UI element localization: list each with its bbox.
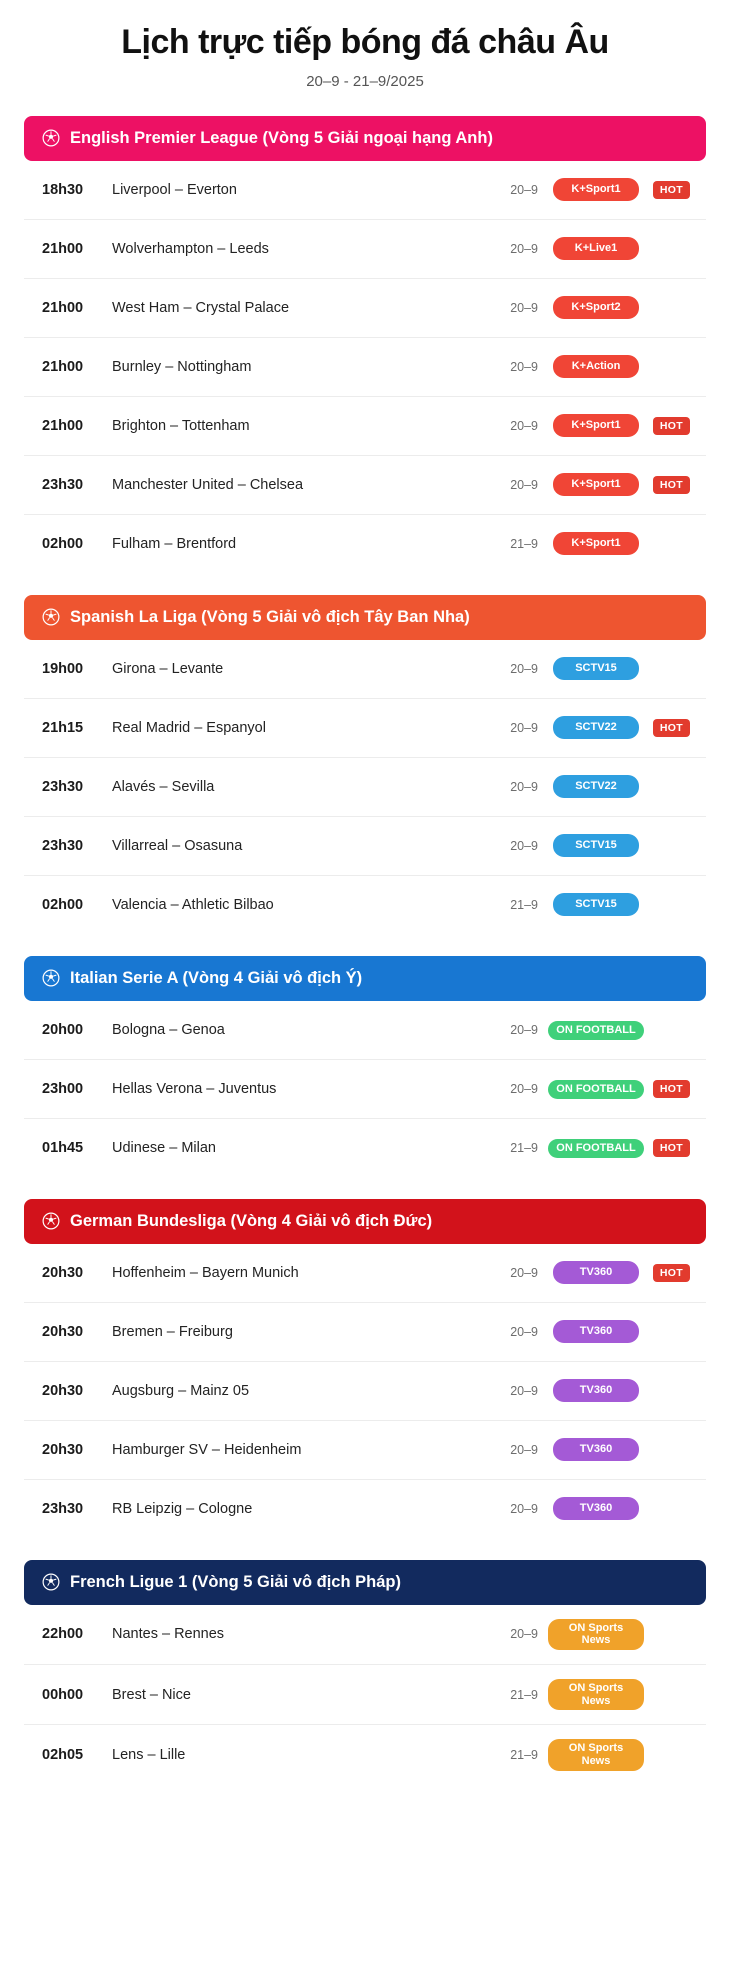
match-teams: Hellas Verona – Juventus [112, 1080, 277, 1097]
match-teams: Lens – Lille [112, 1747, 186, 1763]
match-channel-cell [548, 1020, 644, 1040]
channel-badge[interactable]: ON Sports News [548, 1619, 644, 1650]
match-time: 01h45 [42, 1139, 84, 1156]
channel-badge[interactable]: TV360 [553, 1261, 639, 1284]
match-channel-cell [548, 1739, 644, 1770]
match-time: 20h00 [42, 1021, 84, 1038]
match-channel-cell [548, 1320, 644, 1343]
match-list [24, 1244, 706, 1538]
match-channel-cell [548, 237, 644, 260]
match-time: 19h00 [42, 660, 84, 677]
match-channel-cell [548, 473, 644, 496]
channel-badge[interactable]: TV360 [553, 1497, 639, 1520]
match-time: 02h00 [42, 896, 84, 913]
hot-cell [644, 718, 696, 737]
hot-badge: HOT [653, 719, 690, 737]
channel-badge[interactable]: K+Sport2 [553, 296, 639, 319]
hot-badge: HOT [653, 181, 690, 199]
match-row[interactable] [24, 1480, 706, 1538]
match-row[interactable] [24, 1605, 706, 1665]
match-time: 21h00 [42, 417, 84, 434]
match-channel-cell [548, 775, 644, 798]
league-name: German Bundesliga (Vòng 4 Giải vô địch Đức) [70, 1211, 433, 1230]
channel-badge[interactable]: TV360 [553, 1379, 639, 1402]
match-teams: Udinese – Milan [112, 1139, 216, 1156]
match-time: 21h15 [42, 719, 84, 736]
match-row[interactable] [24, 397, 706, 456]
match-time: 18h30 [42, 181, 84, 198]
league-name: Italian Serie A (Vòng 4 Giải vô địch Ý) [70, 968, 363, 987]
match-row[interactable] [24, 161, 706, 220]
league-name: Spanish La Liga (Vòng 5 Giải vô địch Tây Ban Nha) [70, 607, 470, 626]
match-date: 20–9 [510, 1442, 538, 1457]
match-date: 21–9 [510, 1748, 538, 1762]
match-row[interactable] [24, 279, 706, 338]
soccer-ball-icon [42, 1212, 60, 1230]
hot-cell [644, 1079, 696, 1098]
channel-badge[interactable]: TV360 [553, 1438, 639, 1461]
match-teams: RB Leipzig – Cologne [112, 1500, 253, 1517]
match-teams: Hamburger SV – Heidenheim [112, 1441, 302, 1458]
match-time: 02h05 [42, 1747, 84, 1763]
match-teams: Bremen – Freiburg [112, 1323, 233, 1340]
match-date: 20–9 [510, 779, 538, 794]
league-name: French Ligue 1 (Vòng 5 Giải vô địch Pháp) [70, 1572, 401, 1591]
page-title: Lịch trực tiếp bóng đá châu Âu [121, 23, 609, 61]
match-date: 20–9 [510, 241, 538, 256]
match-teams: Alavés – Sevilla [112, 778, 215, 795]
match-row[interactable] [24, 817, 706, 876]
match-teams: Fulham – Brentford [112, 535, 237, 552]
channel-badge[interactable]: SCTV22 [553, 716, 639, 739]
match-channel-cell [548, 1619, 644, 1650]
match-row[interactable] [24, 220, 706, 279]
match-date: 20–9 [510, 838, 538, 853]
match-row[interactable] [24, 640, 706, 699]
match-row[interactable] [24, 876, 706, 934]
league-header[interactable] [24, 956, 706, 1001]
match-teams: Manchester United – Chelsea [112, 476, 304, 493]
league-block [24, 1199, 706, 1538]
match-teams: Hoffenheim – Bayern Munich [112, 1264, 299, 1281]
match-channel-cell [548, 1679, 644, 1710]
soccer-ball-icon [42, 129, 60, 147]
league-block [24, 1560, 706, 1785]
match-date: 20–9 [510, 1501, 538, 1516]
channel-badge[interactable]: K+Sport1 [553, 473, 639, 496]
match-channel-cell [548, 657, 644, 680]
match-channel-cell [548, 1438, 644, 1461]
match-channel-cell [548, 1497, 644, 1520]
hot-badge: HOT [653, 476, 690, 494]
league-header[interactable] [24, 595, 706, 640]
channel-badge[interactable]: K+Sport1 [553, 414, 639, 437]
match-time: 23h30 [42, 837, 84, 854]
match-channel-cell [548, 1079, 644, 1099]
match-teams: West Ham – Crystal Palace [112, 299, 290, 316]
soccer-ball-icon [42, 969, 60, 987]
hot-cell [644, 1263, 696, 1282]
channel-badge[interactable]: SCTV15 [553, 893, 639, 916]
match-time: 21h00 [42, 299, 84, 316]
match-time: 23h30 [42, 476, 84, 493]
match-row[interactable] [24, 1725, 706, 1784]
hot-cell [644, 475, 696, 494]
league-header[interactable] [24, 1199, 706, 1244]
match-channel-cell [548, 1261, 644, 1284]
match-row[interactable] [24, 699, 706, 758]
channel-badge[interactable]: K+Sport1 [553, 532, 639, 555]
match-teams: Valencia – Athletic Bilbao [112, 896, 274, 913]
hot-badge: HOT [653, 1139, 690, 1157]
hot-cell [644, 1138, 696, 1157]
match-channel-cell [548, 834, 644, 857]
match-time: 02h00 [42, 535, 84, 552]
match-time: 21h00 [42, 240, 84, 257]
match-list [24, 1605, 706, 1785]
channel-badge[interactable]: SCTV15 [553, 834, 639, 857]
match-time: 23h00 [42, 1080, 84, 1097]
match-row[interactable] [24, 1665, 706, 1725]
match-channel-cell [548, 893, 644, 916]
league-header[interactable] [24, 1560, 706, 1605]
match-teams: Bologna – Genoa [112, 1021, 225, 1038]
match-row[interactable] [24, 1119, 706, 1177]
match-teams: Brest – Nice [112, 1686, 191, 1703]
match-row[interactable] [24, 1362, 706, 1421]
match-time: 20h30 [42, 1382, 84, 1399]
match-channel-cell [548, 414, 644, 437]
match-row[interactable] [24, 515, 706, 573]
match-list [24, 1001, 706, 1177]
match-date: 20–9 [510, 182, 538, 197]
match-row[interactable] [24, 338, 706, 397]
league-block [24, 116, 706, 573]
match-date: 20–9 [510, 720, 538, 735]
match-date: 20–9 [510, 1383, 538, 1398]
match-teams: Burnley – Nottingham [112, 358, 252, 375]
match-row[interactable] [24, 1421, 706, 1480]
channel-badge[interactable]: ON FOOTBALL [548, 1021, 643, 1040]
match-time: 20h30 [42, 1264, 84, 1281]
hot-cell [644, 180, 696, 199]
channel-badge[interactable]: K+Live1 [553, 237, 639, 260]
match-time: 23h30 [42, 778, 84, 795]
match-date: 20–9 [510, 1324, 538, 1339]
match-row[interactable] [24, 1060, 706, 1119]
match-date: 20–9 [510, 1627, 538, 1642]
match-channel-cell [548, 178, 644, 201]
match-list [24, 640, 706, 934]
match-channel-cell [548, 296, 644, 319]
match-channel-cell [548, 355, 644, 378]
soccer-ball-icon [42, 1573, 60, 1591]
channel-badge[interactable]: SCTV15 [553, 657, 639, 680]
match-channel-cell [548, 532, 644, 555]
hot-badge: HOT [653, 1264, 690, 1282]
page-subtitle: 20–9 - 21–9/2025 [306, 72, 424, 90]
match-teams: Brighton – Tottenham [112, 417, 250, 434]
match-channel-cell [548, 1138, 644, 1158]
match-date: 20–9 [510, 300, 538, 315]
channel-badge[interactable]: ON Sports News [548, 1679, 644, 1710]
match-teams: Liverpool – Everton [112, 181, 237, 198]
match-list [24, 161, 706, 573]
league-name: English Premier League (Vòng 5 Giải ngoại hạng Anh) [70, 128, 493, 147]
match-time: 20h30 [42, 1441, 84, 1458]
match-teams: Nantes – Rennes [112, 1626, 225, 1643]
match-teams: Real Madrid – Espanyol [112, 719, 266, 736]
channel-badge[interactable]: K+Action [553, 355, 639, 378]
match-date: 21–9 [510, 1687, 538, 1702]
match-time: 00h00 [42, 1686, 84, 1703]
match-row[interactable] [24, 1001, 706, 1060]
channel-badge[interactable]: ON FOOTBALL [548, 1139, 643, 1158]
match-channel-cell [548, 1379, 644, 1402]
match-teams: Augsburg – Mainz 05 [112, 1382, 250, 1399]
match-date: 20–9 [510, 477, 538, 492]
match-date: 20–9 [510, 359, 538, 374]
match-date: 20–9 [510, 1081, 538, 1096]
leagues-container [24, 116, 706, 1785]
match-date: 20–9 [510, 418, 538, 433]
channel-badge[interactable]: SCTV22 [553, 775, 639, 798]
league-block [24, 956, 706, 1177]
match-date: 21–9 [510, 897, 538, 912]
channel-badge[interactable]: ON FOOTBALL [548, 1080, 643, 1099]
match-date: 20–9 [510, 1265, 538, 1280]
hot-badge: HOT [653, 1080, 690, 1098]
channel-badge[interactable]: TV360 [553, 1320, 639, 1343]
channel-badge[interactable]: ON Sports News [548, 1739, 644, 1770]
hot-badge: HOT [653, 417, 690, 435]
soccer-ball-icon [42, 608, 60, 626]
match-teams: Wolverhampton – Leeds [112, 240, 269, 257]
league-block [24, 595, 706, 934]
match-time: 21h00 [42, 358, 84, 375]
match-time: 23h30 [42, 1500, 84, 1517]
match-date: 20–9 [510, 1022, 538, 1037]
match-row[interactable] [24, 1244, 706, 1303]
league-header[interactable] [24, 116, 706, 161]
match-teams: Girona – Levante [112, 660, 224, 677]
match-date: 21–9 [510, 1140, 538, 1155]
match-row[interactable] [24, 456, 706, 515]
match-date: 20–9 [510, 661, 538, 676]
match-time: 20h30 [42, 1323, 84, 1340]
match-row[interactable] [24, 1303, 706, 1362]
match-teams: Villarreal – Osasuna [112, 837, 243, 854]
match-date: 21–9 [510, 536, 538, 551]
channel-badge[interactable]: K+Sport1 [553, 178, 639, 201]
match-time: 22h00 [42, 1626, 84, 1643]
hot-cell [644, 416, 696, 435]
match-row[interactable] [24, 758, 706, 817]
match-channel-cell [548, 716, 644, 739]
